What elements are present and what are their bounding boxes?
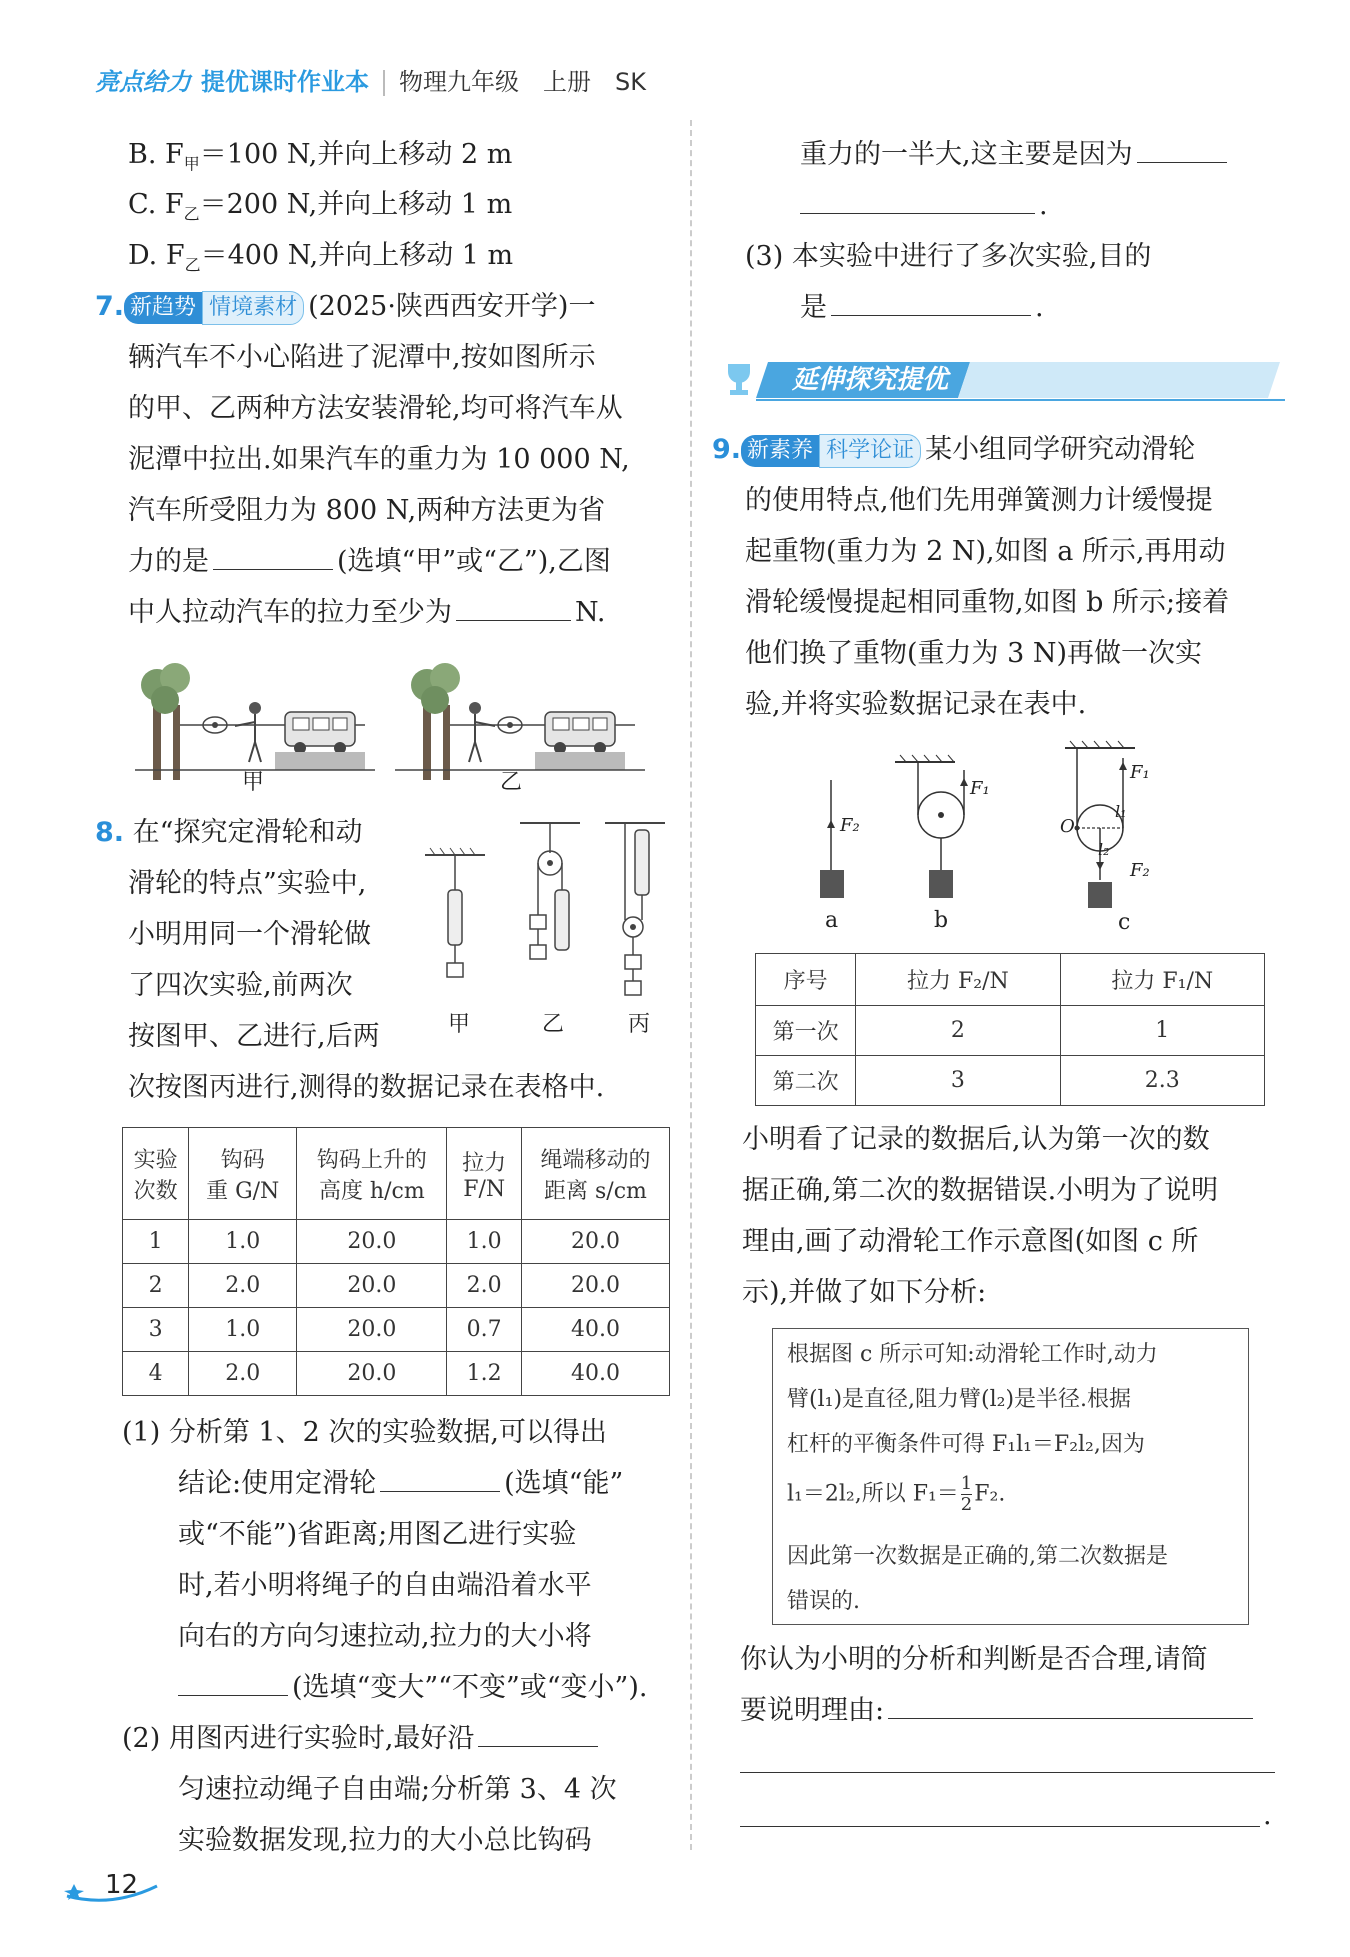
q8-number: 8. [95,817,125,848]
table-cell: 20.0 [297,1220,447,1264]
table-cell: 2.0 [189,1264,297,1308]
table-cell: 3 [123,1308,189,1352]
table-header-cell: 拉力 F₁/N [1060,954,1264,1006]
table-header-cell: 拉力 F₂/N [856,954,1060,1006]
q7-line-blank1: 力的是 (选填“甲”或“乙”),乙图 [128,537,611,587]
table-header-cell: 钩码 重 G/N [189,1128,297,1220]
table-cell: 1.0 [189,1220,297,1264]
option-c: C. $F_乙=200$ N,并向上移动 1 m [128,189,513,224]
q9-first-line: 9. 新素养 科学论证 某小组同学研究动滑轮 [712,425,1195,475]
table-row [756,1056,1265,1106]
table-row [123,1308,670,1352]
header-subject: 物理九年级 [399,68,519,96]
q8-data-table [122,1127,670,1396]
q8-part1-line: 时,若小明将绳子的自由端沿着水平 [178,1570,592,1601]
q9-ask-line: 你认为小明的分析和判断是否合理,请简 [740,1644,1208,1675]
option-b: B. $F_甲=100$ N,并向上移动 2 m [128,139,513,174]
table-cell: 20.0 [297,1264,447,1308]
table-row [123,1352,670,1396]
fig-mark-o: O [1060,816,1075,837]
fig-label-c: c [1118,910,1131,935]
q8-line: 了四次实验,前两次 [128,970,353,1001]
header-edition: SK [615,68,646,96]
q8-part2-cont-blank: . [800,181,1048,231]
table-cell: 2.0 [447,1264,522,1308]
table-cell: 20.0 [521,1264,669,1308]
table-cell: 40.0 [521,1308,669,1352]
fig-label-bing: 丙 [628,1012,651,1037]
column-divider [690,120,692,1850]
q8-part2-cont: 重力的一半大,这主要是因为 [800,130,1231,180]
fig-label-a: a [825,908,839,933]
q9-data-table [755,953,1265,1106]
q8-first-line: 8. 在“探究定滑轮和动 [95,817,363,848]
answer-blank[interactable] [478,1716,598,1747]
q9-line: 起重物(重力为 2 N),如图 a 所示,再用动 [745,536,1226,567]
table-row [756,1006,1265,1056]
table-cell: 2 [123,1264,189,1308]
person-icon [469,702,495,762]
fig-mark-l1: l₁ [1115,802,1127,821]
q7-car-pulley-figure [135,650,655,800]
table-cell: 1.2 [447,1352,522,1396]
fig-label-b: b [934,908,949,933]
q7-line: 的甲、乙两种方法安装滑轮,均可将汽车从 [128,393,623,424]
table-header-row [756,954,1265,1006]
analysis-line: 错误的. [787,1589,860,1614]
q9-line: 滑轮缓慢提起相同重物,如图 b 所示;接着 [745,587,1230,618]
fig-label-jia: 甲 [448,1012,471,1037]
fig-label-jia: 甲 [242,770,265,795]
q7-tag-context: 情境素材 [202,291,304,325]
header-volume: 上册 [543,68,591,96]
table-header-cell: 拉力 F/N [447,1128,522,1220]
table-cell: 40.0 [521,1352,669,1396]
q8-part1-line-blank: (选填“变大”“不变”或“变小”). [178,1663,647,1713]
q8-pulley-figure [420,815,670,1015]
q8-line: 滑轮的特点”实验中, [128,868,367,899]
q9-after-line: 据正确,第二次的数据错误.小明为了说明 [742,1175,1219,1206]
table-cell: 20.0 [521,1220,669,1264]
table-cell: 2 [856,1006,1060,1056]
person-icon [235,702,261,762]
q9-line: 的使用特点,他们先用弹簧测力计缓慢提 [745,485,1213,516]
analysis-line: 臂(l₁)是直径,阻力臂(l₂)是半径.根据 [787,1387,1132,1412]
q8-part2-line: 实验数据发现,拉力的大小总比钩码 [178,1825,592,1856]
q8-line: 小明用同一个滑轮做 [128,919,371,950]
tree-icon [411,663,460,780]
answer-blank[interactable] [456,590,571,621]
answer-blank[interactable] [800,183,1035,214]
header-separator [383,70,385,96]
q7-tag-trend: 新趋势 [124,292,202,324]
q9-number: 9. [712,434,742,465]
table-row [123,1264,670,1308]
end-dot: . [1263,1800,1272,1831]
q9-line: 验,并将实验数据记录在表中. [745,689,1087,720]
table-cell: 1.0 [189,1308,297,1352]
q7-line-blank2: 中人拉动汽车的拉力至少为 N. [128,588,605,638]
analysis-box [772,1328,1249,1625]
brand-logo: 亮点给力 [95,68,191,96]
header-subtitle: 提优课时作业本 [201,68,369,96]
answer-blank[interactable] [213,539,333,570]
q8-line: 按图甲、乙进行,后两 [128,1021,380,1052]
answer-blank[interactable] [888,1688,1253,1719]
q8-part3-line-blank: 是 . [800,283,1044,333]
trophy-icon [728,364,750,395]
table-header-row [123,1128,670,1220]
q7-number: 7. [95,291,125,322]
q8-part1-line-blank: 结论:使用定滑轮 (选填“能” [178,1459,623,1509]
q9-tag-argument: 科学论证 [819,434,921,468]
q7-first-line: 7. 新趋势 情境素材 (2025·陕西西安开学)一 [95,282,595,332]
q9-ask-line-blank: 要说明理由: [740,1686,1257,1736]
fig-label-yi: 乙 [542,1012,565,1037]
q9-line: 他们换了重物(重力为 3 N)再做一次实 [745,638,1203,669]
section-title: 延伸探究提优 [792,365,949,395]
table-cell: 第一次 [756,1006,856,1056]
page-number: 12 [105,1870,139,1900]
fig-mark-l2: l₂ [1098,840,1110,859]
fig-mark-f1: F₁ [1130,762,1150,783]
answer-line[interactable] [740,1826,1260,1827]
q8-part1-line: 或“不能”)省距离;用图乙进行实验 [178,1519,577,1550]
table-cell: 第二次 [756,1056,856,1106]
table-cell: 1 [1060,1006,1264,1056]
answer-blank[interactable] [178,1665,288,1696]
q7-line: 汽车所受阻力为 800 N,两种方法更为省 [128,495,606,526]
analysis-line: 杠杆的平衡条件可得 F₁l₁＝F₂l₂,因为 [787,1432,1145,1457]
answer-blank[interactable] [1137,132,1227,163]
answer-blank[interactable] [831,285,1031,316]
tree-icon [141,663,190,780]
q9-after-line: 理由,画了动滑轮工作示意图(如图 c 所 [742,1226,1199,1257]
table-cell: 4 [123,1352,189,1396]
table-cell: 20.0 [297,1352,447,1396]
q8-part1-line: 向右的方向匀速拉动,拉力的大小将 [178,1621,592,1652]
analysis-line-fraction: l₁＝2l₂,所以 F₁＝ $\frac{1}{2}$ F₂. [787,1473,1006,1515]
q8-line: 次按图丙进行,测得的数据记录在表格中. [128,1072,605,1103]
analysis-line: 根据图 c 所示可知:动滑轮工作时,动力 [787,1342,1158,1367]
q9-tag-literacy: 新素养 [741,435,819,467]
table-cell: 1 [123,1220,189,1264]
q9-after-line: 示),并做了如下分析: [742,1277,987,1308]
q8-part3-line: (3) 本实验中进行了多次实验,目的 [745,241,1152,272]
fig-mark-f2: F₂ [1130,860,1150,881]
q8-part2-line-blank: (2) 用图丙进行实验时,最好沿 [122,1714,602,1764]
answer-line[interactable] [740,1772,1275,1773]
table-row [123,1220,670,1264]
table-header-cell: 实验 次数 [123,1128,189,1220]
table-cell: 20.0 [297,1308,447,1352]
table-header-cell: 绳端移动的 距离 s/cm [521,1128,669,1220]
answer-blank[interactable] [380,1461,500,1492]
table-cell: 1.0 [447,1220,522,1264]
table-cell: 0.7 [447,1308,522,1352]
table-header-cell: 钩码上升的 高度 h/cm [297,1128,447,1220]
spring-scale-icon [425,848,485,977]
analysis-line: 因此第一次数据是正确的,第二次数据是 [787,1544,1168,1569]
fig-mark-f1: F₁ [970,778,990,799]
fig-label-yi: 乙 [500,770,523,795]
q7-line: 辆汽车不小心陷进了泥潭中,按如图所示 [128,342,596,373]
fig-mark-f2: F₂ [840,815,860,836]
q8-part1-line: (1) 分析第 1、2 次的实验数据,可以得出 [122,1417,607,1448]
table-cell: 3 [856,1056,1060,1106]
q7-line: 泥潭中拉出.如果汽车的重力为 10 000 N, [128,444,630,475]
table-cell: 2.0 [189,1352,297,1396]
page-header [95,62,670,97]
table-cell: 2.3 [1060,1056,1264,1106]
option-d: D. $F_乙=400$ N,并向上移动 1 m [128,240,514,275]
q8-part2-line: 匀速拉动绳子自由端;分析第 3、4 次 [178,1774,617,1805]
q9-after-line: 小明看了记录的数据后,认为第一次的数 [742,1124,1210,1155]
car-icon [285,712,355,754]
car-icon [545,712,615,754]
table-header-cell: 序号 [756,954,856,1006]
